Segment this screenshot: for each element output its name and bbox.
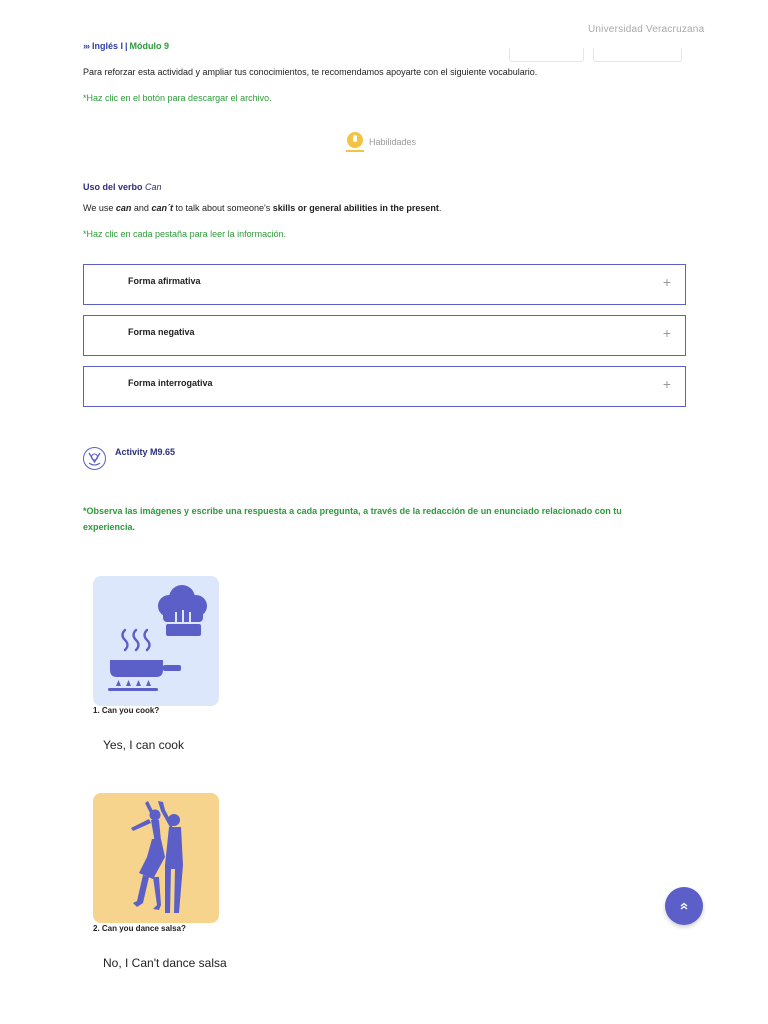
accordion-forma-negativa[interactable] <box>83 315 686 356</box>
activity-icon <box>83 447 106 470</box>
section-title-verb: Can <box>145 182 162 192</box>
text-talk: to talk about someone's <box>175 203 271 213</box>
download-label: Habilidades <box>369 137 417 147</box>
text-and: and <box>133 203 149 213</box>
answer-2[interactable]: No, I Can't dance salsa <box>103 956 227 970</box>
download-hint: *Haz clic en el botón para descargar el archivo. <box>83 93 272 103</box>
accordion-label: Forma interrogativa <box>128 378 213 388</box>
header-button-right[interactable] <box>593 48 682 62</box>
scroll-top-button[interactable] <box>665 887 703 925</box>
text-end: . <box>438 203 442 213</box>
breadcrumb-arrows-icon: ››› <box>83 41 89 51</box>
activity-instruction: *Observa las imágenes y escribe una respuesta a cada pregunta, a través de la redacción de un enunciado relacionado con tu experiencia. <box>83 506 622 532</box>
section-text <box>83 203 441 213</box>
accordion-label: Forma negativa <box>128 327 195 337</box>
plus-icon: + <box>662 376 671 392</box>
header-button-left[interactable] <box>509 48 584 62</box>
intro-text: Para reforzar esta actividad y ampliar tus conocimientos, te recomendamos apoyarte con el siguiente vocabulario. <box>83 67 538 77</box>
plus-icon: + <box>662 274 671 290</box>
salsa-dancers-illustration <box>93 793 219 923</box>
breadcrumb-course[interactable]: Inglés I <box>92 41 124 51</box>
university-name: Universidad Veracruzana <box>588 24 705 35</box>
section-title <box>83 182 162 192</box>
answer-1[interactable]: Yes, I can cook <box>103 738 184 752</box>
question-2: 2. Can you dance salsa? <box>93 924 186 933</box>
question-1: 1. Can you cook? <box>93 706 160 715</box>
breadcrumb-separator: | <box>125 41 128 51</box>
accordion-forma-afirmativa[interactable] <box>83 264 686 305</box>
activity-title: Activity M9.65 <box>115 447 176 457</box>
breadcrumb <box>83 41 169 51</box>
download-habilidades-button[interactable] <box>346 132 416 152</box>
cooking-illustration <box>93 576 219 706</box>
accordion-forma-interrogativa[interactable] <box>83 366 686 407</box>
tabs-hint: *Haz clic en cada pestaña para leer la información. <box>83 229 287 239</box>
accordion-label: Forma afirmativa <box>128 276 201 286</box>
text-we-use: We use <box>83 203 114 213</box>
plus-icon: + <box>662 325 671 341</box>
text-skills: skills or general abilities in the present <box>272 203 439 213</box>
chevron-up-icon <box>678 900 690 912</box>
breadcrumb-module[interactable]: Módulo 9 <box>129 41 170 51</box>
text-cant: can´t <box>151 203 173 213</box>
section-title-prefix: Uso del verbo <box>83 182 143 192</box>
download-icon <box>346 132 364 152</box>
text-can: can <box>115 203 132 213</box>
